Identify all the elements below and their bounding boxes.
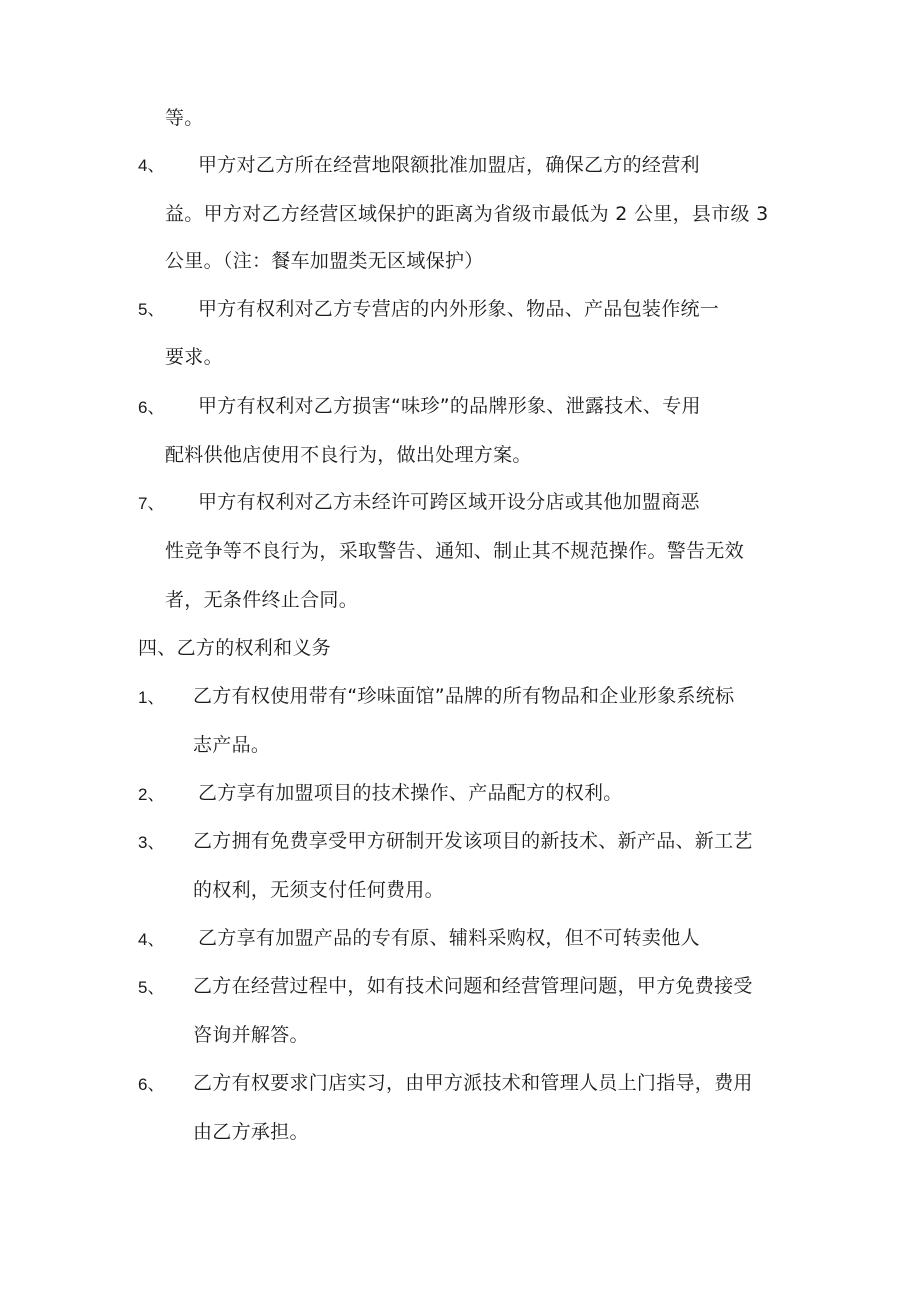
list-item-line: 性竞争等不良行为，采取警告、通知、制止其不规范操作。警告无效 [165, 540, 745, 562]
list-item-line: 的权利，无须支付任何费用。 [193, 879, 444, 901]
list-item-number: 1、 [138, 688, 165, 707]
list-item-line: 咨询并解答。 [193, 1024, 309, 1046]
list-item-line: 甲方有权利对乙方专营店的内外形象、物品、产品包装作统一 [198, 298, 720, 320]
list-item-line: 乙方有权使用带有“珍味面馆”品牌的所有物品和企业形象系统标 [193, 685, 735, 707]
list-item-line: 乙方享有加盟项目的技术操作、产品配方的权利。 [198, 782, 623, 804]
list-item-line: 由乙方承担。 [193, 1121, 309, 1143]
list-item-number: 7、 [138, 494, 165, 513]
list-item-line: 乙方有权要求门店实习，由甲方派技术和管理人员上门指导，费用 [193, 1072, 753, 1094]
list-item-line: 志产品。 [193, 734, 271, 756]
list-item-number: 3、 [138, 833, 165, 852]
list-item-line: 者，无条件终止合同。 [165, 589, 359, 611]
list-item-line: 乙方在经营过程中，如有技术问题和经营管理问题，甲方免费接受 [193, 975, 753, 997]
list-item-line: 甲方对乙方所在经营地限额批准加盟店，确保乙方的经营利 [198, 154, 700, 176]
list-item-line: 益。甲方对乙方经营区域保护的距离为省级市最低为 2 公里，县市级 3 [165, 203, 769, 225]
list-item-number: 5、 [138, 300, 165, 319]
list-item-number: 5、 [138, 978, 165, 997]
section-heading: 四、乙方的权利和义务 [138, 637, 332, 659]
list-item-line: 配料供他店使用不良行为，做出处理方案。 [165, 444, 532, 466]
list-item-number: 6、 [138, 398, 165, 417]
list-item-number: 4、 [138, 156, 165, 175]
list-item-number: 6、 [138, 1075, 165, 1094]
list-item-line: 乙方享有加盟产品的专有原、辅料采购权，但不可转卖他人 [198, 927, 700, 949]
list-item-line: 甲方有权利对乙方损害“味珍”的品牌形象、泄露技术、专用 [198, 395, 701, 417]
list-item-line: 甲方有权利对乙方未经许可跨区域开设分店或其他加盟商恶 [198, 491, 700, 513]
list-item-line: 公里。（注：餐车加盟类无区域保护） [165, 250, 484, 272]
list-item-line: 乙方拥有免费享受甲方研制开发该项目的新技术、新产品、新工艺 [193, 830, 753, 852]
list-item-number: 4、 [138, 930, 165, 949]
list-item-line: 要求。 [165, 346, 223, 368]
list-item-number: 2、 [138, 785, 165, 804]
prev-item-continuation: 等。 [165, 107, 204, 129]
